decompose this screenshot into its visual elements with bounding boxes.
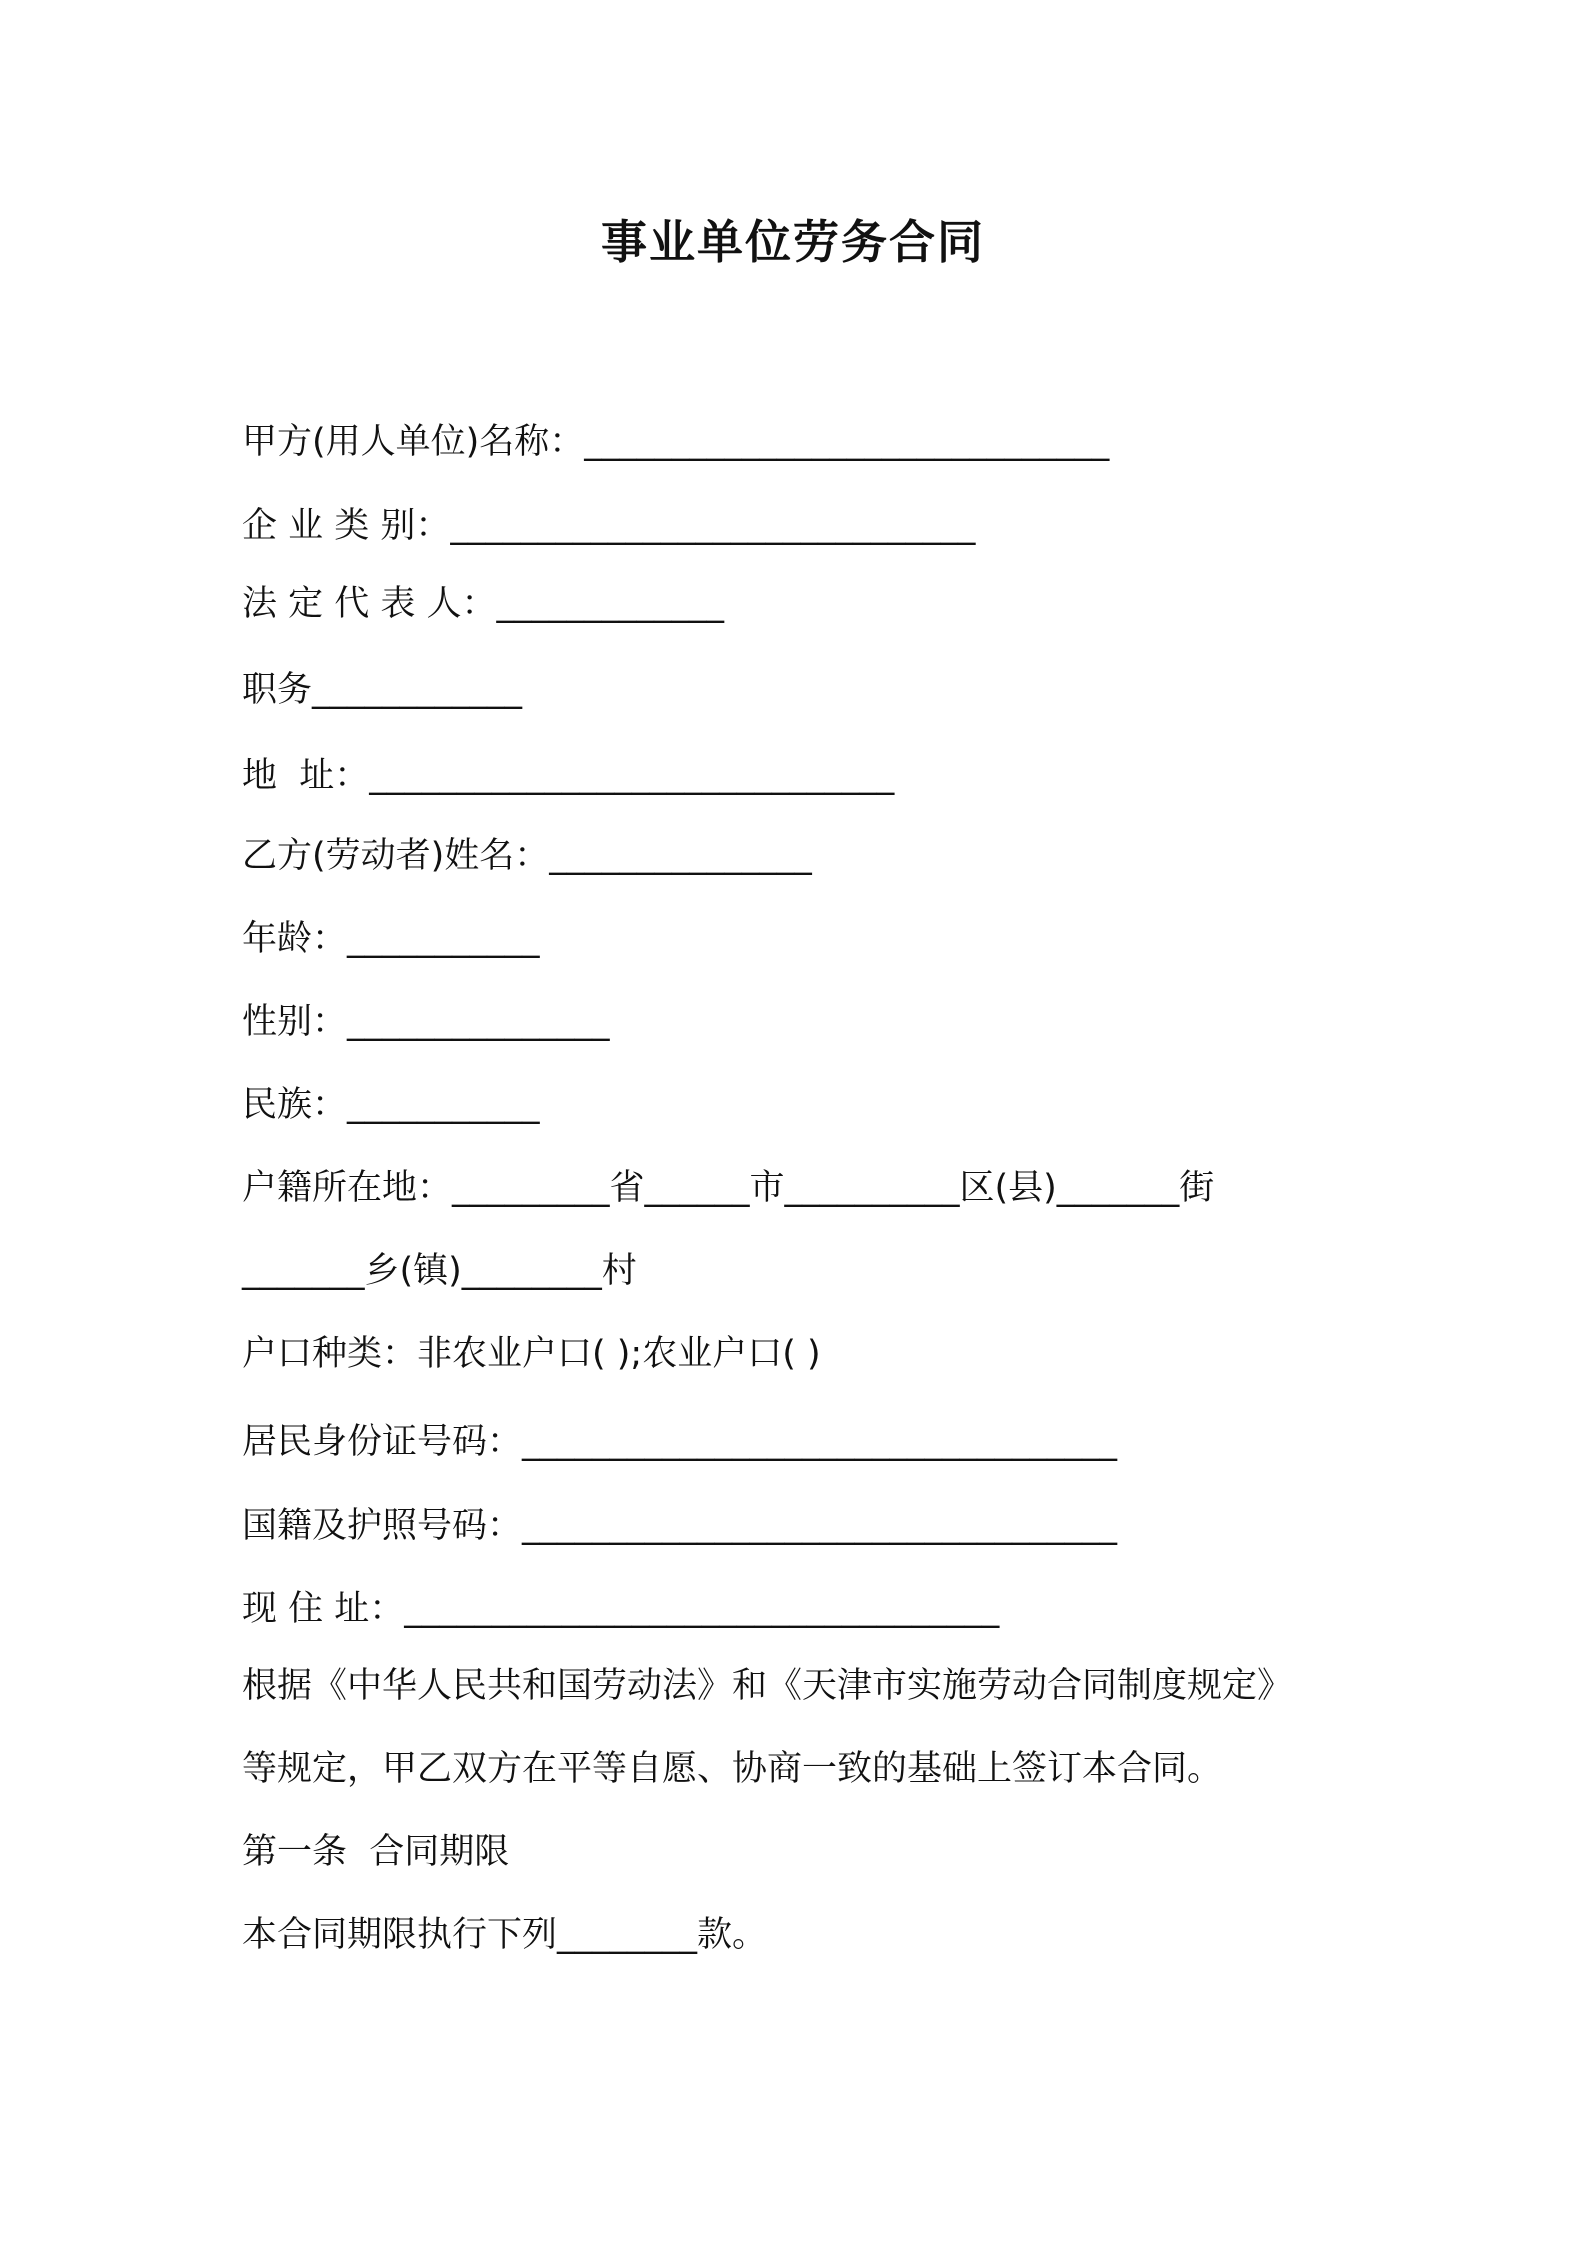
current-address-field: 现 住 址：__________________________________: [242, 1589, 1000, 1629]
ethnicity-field: 民族：___________: [242, 1085, 540, 1125]
enterprise-category-field: 企 业 类 别：______________________________: [242, 506, 976, 546]
household-location-field: 户籍所在地：_________省______市__________区(县)_______街: [242, 1168, 1215, 1208]
nationality-passport-field: 国籍及护照号码：__________________________________: [242, 1506, 1118, 1546]
contract-term-clause: 本合同期限执行下列________款。: [242, 1915, 768, 1955]
household-type-field: 户口种类：非农业户口( );农业户口( ): [242, 1334, 821, 1374]
legal-basis-paragraph: 根据《中华人民共和国劳动法》和《天津市实施劳动合同制度规定》: [242, 1666, 1293, 1706]
household-location-field-cont: _______乡(镇)________村: [242, 1251, 637, 1291]
employee-name-field: 乙方(劳动者)姓名：_______________: [242, 836, 812, 876]
article-one-heading: 第一条 合同期限: [242, 1832, 510, 1872]
age-field: 年龄：___________: [242, 919, 540, 959]
id-number-field: 居民身份证号码：__________________________________: [242, 1422, 1118, 1462]
position-field: 职务____________: [242, 670, 523, 710]
legal-representative-field: 法 定 代 表 人：_____________: [242, 584, 725, 624]
legal-basis-paragraph-cont: 等规定，甲乙双方在平等自愿、协商一致的基础上签订本合同。: [242, 1749, 1223, 1789]
document-title: 事业单位劳务合同: [601, 215, 985, 269]
address-field: 地 址：______________________________: [242, 756, 895, 796]
employer-name-field: 甲方(用人单位)名称：______________________________: [242, 422, 1110, 462]
gender-field: 性别：_______________: [242, 1002, 610, 1042]
